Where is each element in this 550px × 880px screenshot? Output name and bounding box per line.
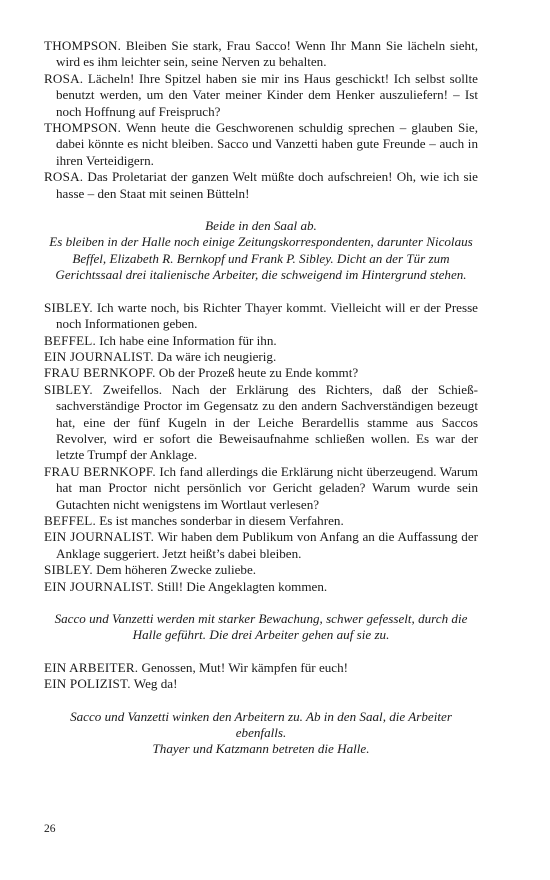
- speaker-name: EIN JOURNALIST.: [44, 348, 154, 364]
- stage-direction-line: Sacco und Vanzetti werden mit starker Bewachung, schwer gefesselt, durch die Halle geführt. Die drei Arbeiter gehen auf sie zu.: [54, 611, 468, 643]
- stage-direction-1: [44, 218, 478, 284]
- dialogue-line: [44, 513, 478, 529]
- speaker-name: ROSA.: [44, 169, 84, 185]
- speech-text: Da wäre ich neugierig.: [156, 348, 277, 364]
- speaker-name: FRAU BERNKOPF.: [44, 463, 156, 479]
- stage-direction-line: Beide in den Saal ab.: [205, 218, 317, 234]
- dialogue-line: [44, 333, 478, 349]
- speaker-name: THOMPSON.: [44, 38, 122, 53]
- dialogue-block-2: [44, 300, 478, 595]
- stage-direction-3: [44, 709, 478, 758]
- speech-text: Lächeln! Ihre Spitzel haben sie mir ins Haus geschickt! Ich selbst sollte benutzt werden, um den Vater meiner Kinder dem Henker auszuliefern! – Ist noch Hoffnung auf Freispruch?: [56, 70, 478, 119]
- speech-text: Still! Die Angeklagten kommen.: [156, 578, 328, 594]
- dialogue-block-1: [44, 38, 478, 202]
- dialogue-line: [44, 169, 478, 202]
- dialogue-line: [44, 529, 478, 562]
- dialogue-line: [44, 660, 478, 676]
- page-text: [44, 38, 478, 758]
- speech-text: Das Proletariat der ganzen Welt müßte doch aufschreien! Oh, wie ich sie hasse – den Staat mit seinen Bütteln!: [56, 169, 478, 201]
- dialogue-line: [44, 464, 478, 513]
- speaker-name: SIBLEY.: [44, 562, 93, 578]
- speech-text: Ich fand allerdings die Erklärung nicht überzeugend. Warum hat man Proctor nicht persönlich vor Gericht geladen? Warum wurde sein Gutachten nicht wenigstens im Wortlaut verlesen?: [56, 463, 478, 512]
- speaker-name: SIBLEY.: [44, 381, 93, 397]
- dialogue-line: [44, 365, 478, 381]
- dialogue-line: [44, 300, 478, 333]
- speaker-name: FRAU BERNKOPF.: [44, 365, 156, 381]
- dialogue-block-3: [44, 660, 478, 693]
- speech-text: Ich habe eine Information für ihn.: [99, 332, 277, 348]
- speaker-name: SIBLEY.: [44, 299, 93, 315]
- speech-text: Ich warte noch, bis Richter Thayer kommt. Vielleicht will er der Presse noch Informationen geben.: [56, 299, 478, 332]
- speech-text: Zweifellos. Nach der Erklärung des Richters, daß der Schießsachverständige Proctor im Gegensatz zu den andern Sachverständigen bezeugt hat, eine der fünf Kugeln in der Leiche Berardellis stamme aus Saccos Revolver, wird er sofort die Beweisaufnahme schließen wollen. Es war der letzte Trumpf der Anklage.: [56, 381, 479, 463]
- stage-direction-2: [44, 611, 478, 644]
- speech-text: Wir haben dem Publikum von Anfang an die Auffassung der Anklage suggeriert. Jetzt heißt’s dabei bleiben.: [56, 529, 478, 561]
- speech-text: Weg da!: [133, 676, 178, 692]
- speech-text: Ob der Prozeß heute zu Ende kommt?: [158, 365, 359, 381]
- speaker-name: THOMPSON.: [44, 120, 122, 136]
- speaker-name: BEFFEL.: [44, 332, 96, 348]
- speaker-name: EIN ARBEITER.: [44, 659, 139, 675]
- speaker-name: EIN POLIZIST.: [44, 676, 131, 692]
- dialogue-line: [44, 71, 478, 120]
- page-number: 26: [44, 823, 56, 835]
- dialogue-line: [44, 382, 478, 464]
- dialogue-line: [44, 120, 478, 169]
- speaker-name: EIN JOURNALIST.: [44, 578, 154, 594]
- speech-text: Wenn heute die Geschworenen schuldig sprechen – glauben Sie, dabei könnte es nicht bleiben. Sacco und Vanzetti haben gute Freunde – auch in ihren Verteidigern.: [56, 120, 478, 168]
- dialogue-line: [44, 349, 478, 365]
- speaker-name: BEFFEL.: [44, 512, 96, 528]
- stage-direction-line: Thayer und Katzmann betreten die Halle.: [152, 741, 370, 757]
- speaker-name: ROSA.: [44, 70, 84, 86]
- speaker-name: EIN JOURNALIST.: [44, 529, 155, 545]
- speech-text: Bleiben Sie stark, Frau Sacco! Wenn Ihr Mann Sie lächeln sieht, wird es ihm leichter sein, seine Nerven zu behalten.: [56, 38, 478, 70]
- stage-direction-line: Sacco und Vanzetti winken den Arbeitern zu. Ab in den Saal, die Arbeiter ebenfalls.: [70, 708, 452, 741]
- dialogue-line: [44, 562, 478, 578]
- dialogue-line: [44, 676, 478, 692]
- dialogue-line: [44, 38, 478, 71]
- speech-text: Genossen, Mut! Wir kämpfen für euch!: [141, 659, 349, 675]
- dialogue-line: [44, 579, 478, 595]
- stage-direction-line: Es bleiben in der Halle noch einige Zeitungskorrespondenten, darunter Nicolaus Beffel, Elizabeth R. Bernkopf und Frank P. Sibley. Dicht an der Tür zum Gerichtssaal drei italienische Arbeiter, die schweigend im Hintergrund stehen.: [49, 234, 473, 283]
- speech-text: Es ist manches sonderbar in diesem Verfahren.: [99, 512, 344, 528]
- speech-text: Dem höheren Zwecke zuliebe.: [96, 562, 257, 578]
